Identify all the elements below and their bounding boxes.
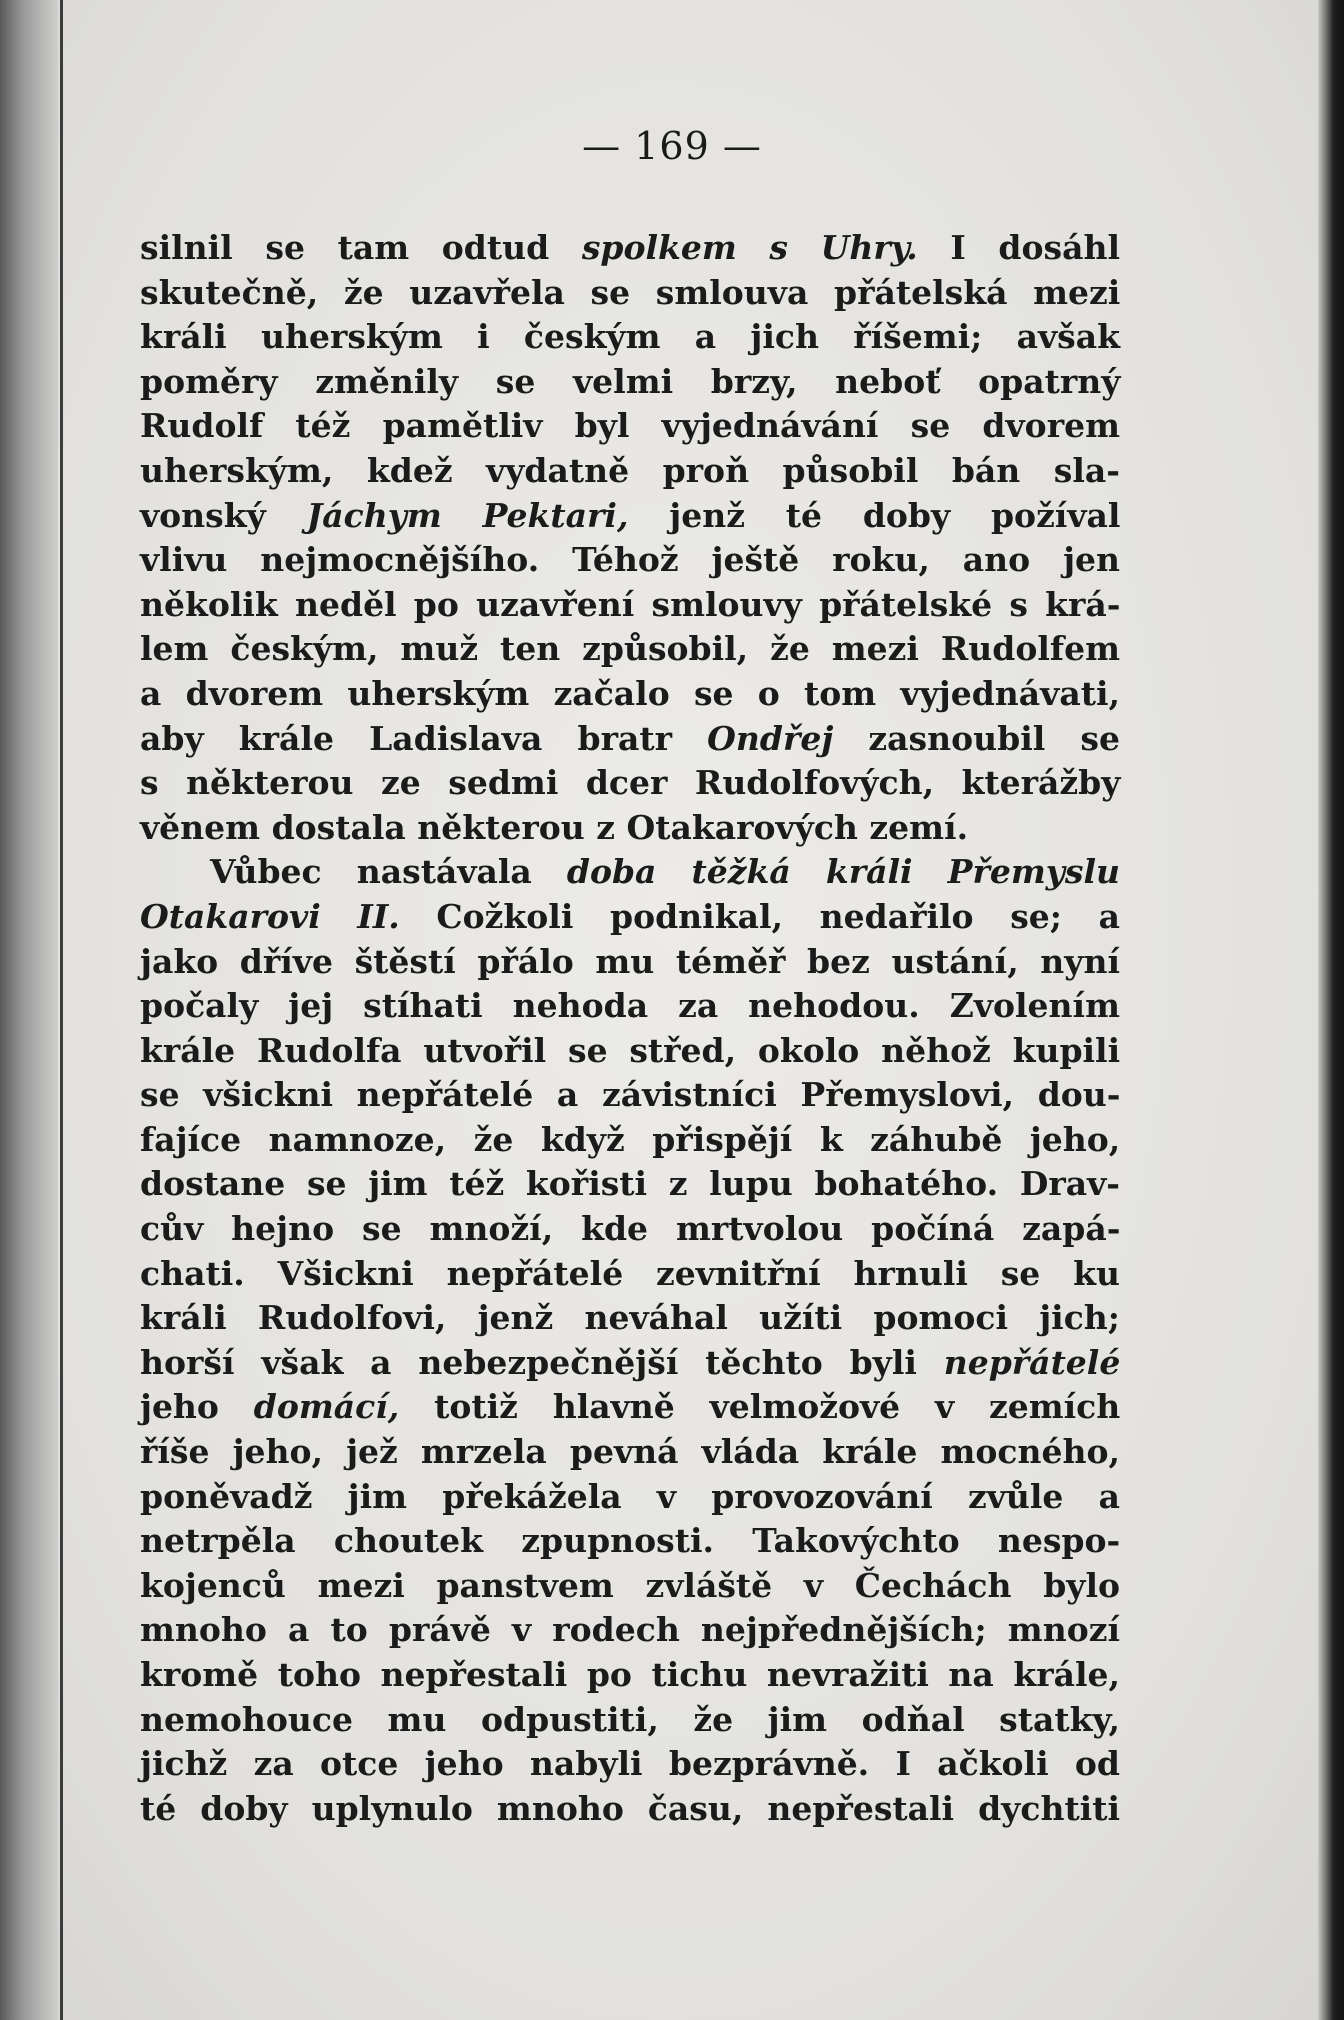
text-line [140, 761, 1120, 806]
text-line [140, 449, 1120, 494]
text-line [140, 1787, 1120, 1832]
italic-text: Jáchym Pektari, [306, 495, 629, 535]
text-line [140, 1608, 1120, 1653]
text-line [140, 1252, 1120, 1297]
text-run: I dosáhl [917, 228, 1121, 267]
text-run: se všickni nepřátelé a závistníci Přemyslovi, dou- [140, 1075, 1121, 1115]
text-run: poměry změnily se velmi brzy, neboť opatrný [140, 361, 1121, 401]
text-line [140, 940, 1120, 985]
text-run: králi uherským i českým a jich říšemi; avšak [140, 317, 1120, 357]
text-line [140, 1162, 1120, 1207]
text-run: nemohouce mu odpustiti, že jim odňal statky, [140, 1699, 1120, 1739]
text-run: té doby uplynulo mnoho času, nepřestali dychtiti [140, 1788, 1120, 1828]
text-run: kromě toho nepřestali po tichu nevražiti na krále, [140, 1655, 1120, 1694]
text-run: uherským, kdež vydatně proň působil bán sla- [140, 450, 1120, 490]
text-run: chati. Všickni nepřátelé zevnitřní hrnuli se ku [140, 1253, 1120, 1293]
text-line [140, 1341, 1120, 1386]
text-line [140, 271, 1120, 316]
text-line [140, 1207, 1120, 1252]
body-text [140, 226, 1120, 1831]
text-line [140, 1698, 1120, 1743]
text-line [140, 1564, 1120, 1609]
text-line [140, 1296, 1120, 1341]
text-run: jako dříve štěstí přálo mu téměř bez ustání, nyní [140, 941, 1121, 981]
text-run: totiž hlavně velmožové v zemích [399, 1387, 1121, 1427]
text-run: netrpěla choutek zpupnosti. Takovýchto nespo- [140, 1521, 1121, 1561]
text-line [140, 538, 1120, 583]
text-line [140, 226, 1120, 271]
text-run: dostane se jim též kořisti z lupu bohatého. Drav- [140, 1164, 1120, 1204]
text-run: silnil se tam odtud [140, 228, 582, 267]
text-line [140, 627, 1120, 672]
text-run: fajíce namnoze, že když přispějí k záhubě jeho, [140, 1119, 1121, 1159]
text-line [140, 1073, 1120, 1118]
text-run: vlivu nejmocnějšího. Téhož ještě roku, ano jen [140, 540, 1120, 580]
text-run: jeho [140, 1387, 254, 1427]
italic-text: doba těžká králi Přemyslu [566, 852, 1121, 892]
text-run: cův hejno se množí, kde mrtvolou počíná zapá- [140, 1209, 1121, 1249]
text-line [140, 850, 1120, 895]
text-line [140, 806, 1120, 851]
text-run: lem českým, muž ten způsobil, že mezi Rudolfem [140, 629, 1120, 669]
text-line [140, 583, 1120, 628]
italic-text: spolkem s Uhry. [581, 228, 918, 267]
text-run: horší však a nebezpečnější těchto byli [140, 1342, 944, 1382]
page-right-edge [1318, 0, 1344, 2020]
text-run: vonský [140, 495, 307, 535]
text-line [140, 895, 1120, 940]
italic-text: Ondřej [707, 718, 834, 758]
text-run: Vůbec nastávala [210, 852, 567, 892]
text-line [140, 672, 1120, 717]
text-line [140, 1430, 1120, 1475]
text-run: kojenců mezi panstvem zvláště v Čechách bylo [140, 1565, 1120, 1605]
text-run: králi Rudolfovi, jenž neváhal užíti pomoci jich; [140, 1298, 1120, 1338]
italic-text: Otakarovi II. [140, 896, 400, 936]
text-run: počaly jej stíhati nehoda za nehodou. Zvolením [140, 986, 1120, 1026]
text-line [140, 717, 1120, 762]
text-line [140, 404, 1120, 449]
text-run: poněvadž jim překážela v provozování zvůle a [140, 1476, 1120, 1516]
text-run: mnoho a to právě v rodech nejpřednějších; mnozí [140, 1610, 1120, 1650]
text-run: krále Rudolfa utvořil se střed, okolo něhož kupili [140, 1030, 1121, 1070]
text-line [140, 1519, 1120, 1564]
text-line [140, 1118, 1120, 1163]
text-run: jenž té doby požíval [628, 495, 1121, 535]
text-run: s některou ze sedmi dcer Rudolfových, kterážby [140, 763, 1121, 803]
italic-text: domácí, [253, 1387, 400, 1427]
text-line [140, 494, 1120, 539]
text-run: aby krále Ladislava bratr [140, 718, 708, 758]
page-number: — 169 — [582, 124, 762, 168]
text-line [140, 360, 1120, 405]
text-run: a dvorem uherským začalo se o tom vyjednávati, [140, 673, 1120, 713]
text-line [140, 1385, 1120, 1430]
text-line [140, 1029, 1120, 1074]
text-line [140, 1475, 1120, 1520]
text-line [140, 1653, 1120, 1698]
text-line [140, 315, 1120, 360]
text-run: věnem dostala některou z Otakarových zemí. [140, 807, 969, 847]
book-spine-shadow [0, 0, 58, 2020]
text-line [140, 984, 1120, 1029]
italic-text: nepřátelé [943, 1342, 1121, 1382]
text-run: zasnoubil se [833, 718, 1121, 758]
text-line [140, 1742, 1120, 1787]
text-run: několik neděl po uzavření smlouvy přátelské s krá- [140, 584, 1121, 624]
text-run: jichž za otce jeho nabyli bezprávně. I ačkoli od [140, 1744, 1120, 1784]
spine-line [60, 0, 63, 2020]
text-run: Rudolf též pamětliv byl vyjednávání se dvorem [140, 406, 1120, 446]
text-run: Cožkoli podnikal, nedařilo se; a [399, 896, 1121, 936]
text-run: říše jeho, jež mrzela pevná vláda krále mocného, [140, 1432, 1120, 1472]
text-run: skutečně, že uzavřela se smlouva přátelská mezi [140, 272, 1121, 312]
